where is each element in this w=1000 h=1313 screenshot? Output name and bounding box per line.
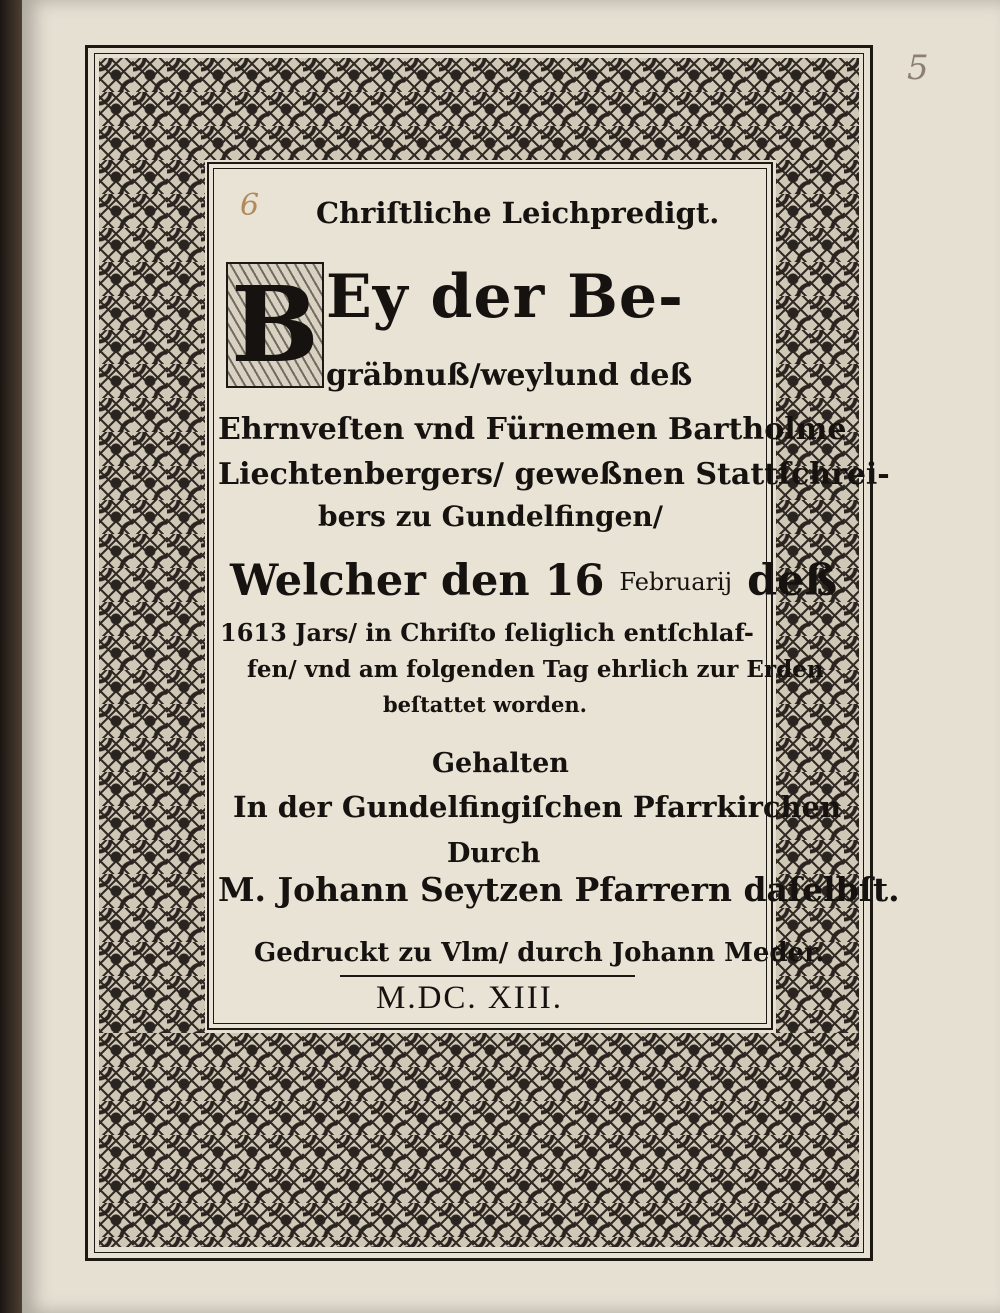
gehalten-line: Gehalten <box>432 748 569 779</box>
title-line-9: beſtattet worden. <box>383 692 587 717</box>
ornament-band-top <box>99 58 859 160</box>
publication-year: M.DC. XIII. <box>376 980 563 1016</box>
imprint-rule <box>340 975 635 977</box>
imprint-line: Gedruckt zu Vlm/ durch Johann Meder. <box>254 938 825 968</box>
title-line-6-start: Welcher den 16 <box>230 556 605 606</box>
ornament-band-left <box>99 160 205 1033</box>
author-line: M. Johann Seytzen Pfarrern daſelbſt. <box>218 870 900 909</box>
ornamental-drop-cap: B <box>226 262 324 388</box>
title-line-3: Ehrnveſten vnd Fürnemen Bartholme <box>218 412 847 447</box>
title-line-1: Ey der Be- <box>326 262 684 332</box>
manuscript-number: 6 <box>240 188 260 223</box>
title-line-7: 1613 Jars/ in Chriſto ſeliglich entſchlaf- <box>220 618 754 647</box>
durch-line: Durch <box>447 838 541 869</box>
title-line-6-end: deß <box>747 556 838 606</box>
margin-page-number: 5 <box>907 48 929 88</box>
title-line-6 <box>230 556 837 606</box>
title-line-8: fen/ vnd am folgenden Tag ehrlich zur Erden <box>247 656 824 683</box>
title-line-4: Liechtenbergers/ geweßnen Stattſchrei- <box>218 457 890 492</box>
title-line-6-month: Februarij <box>619 568 733 596</box>
title-line-5: bers zu Gundelfingen/ <box>318 500 664 533</box>
title-line-2: gräbnuß/weylund deß <box>326 358 693 393</box>
church-line: In der Gundelfingiſchen Pfarrkirchen <box>233 790 842 824</box>
sermon-heading: Chriſtliche Leichpredigt. <box>316 196 720 230</box>
ornament-band-bottom <box>99 1033 859 1247</box>
